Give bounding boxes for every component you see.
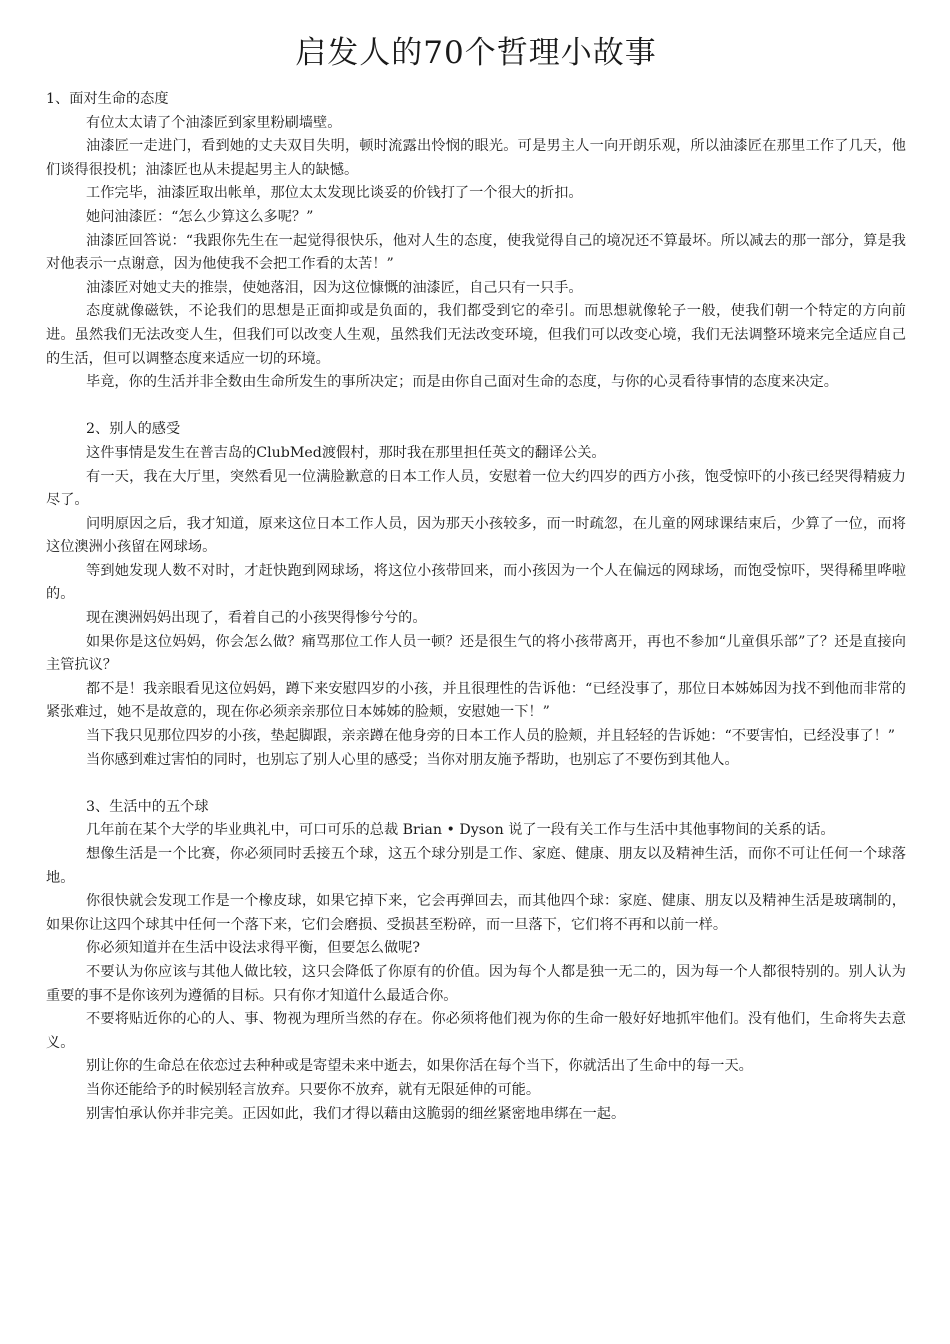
paragraph: 等到她发现人数不对时，才赶快跑到网球场，将这位小孩带回来，而小孩因为一个人在偏远的网球场，而饱受惊吓，哭得稀里哗啦的。 bbox=[46, 562, 906, 603]
paragraph: 毕竟，你的生活并非全数由生命所发生的事所决定；而是由你自己面对生命的态度，与你的心灵看待事情的态度来决定。 bbox=[86, 374, 838, 391]
section-heading: 1、面对生命的态度 bbox=[46, 91, 169, 107]
paragraph: 当你感到难过害怕的同时，也别忘了别人心里的感受；当你对朋友施予帮助，也别忘了不要伤到其他人。 bbox=[86, 751, 739, 768]
paragraph: 不要认为你应该与其他人做比较，这只会降低了你原有的价值。因为每个人都是独一无二的，因为每一个人都很特别的。别人认为重要的事不是你该列为遵循的目标。只有你才知道什么最适合你。 bbox=[46, 963, 906, 1004]
paragraph: 如果你是这位妈妈，你会怎么做？痛骂那位工作人员一顿？还是很生气的将小孩带离开，再也不参加“儿童俱乐部”了？还是直接向主管抗议？ bbox=[46, 633, 906, 674]
section-spacer bbox=[46, 395, 906, 419]
paragraph: 当你还能给予的时候别轻言放弃。只要你不放弃，就有无限延伸的可能。 bbox=[86, 1081, 541, 1098]
document-title: 启发人的70个哲理小故事 bbox=[295, 35, 657, 71]
section-3 bbox=[46, 796, 906, 1126]
paragraph: 有一天，我在大厅里，突然看见一位满脸歉意的日本工作人员，安慰着一位大约四岁的西方小孩，饱受惊吓的小孩已经哭得精疲力尽了。 bbox=[46, 468, 906, 509]
paragraph: 工作完毕，油漆匠取出帐单，那位太太发现比谈妥的价钱打了一个很大的折扣。 bbox=[86, 185, 583, 202]
paragraph: 当下我只见那位四岁的小孩，垫起脚跟，亲亲蹲在他身旁的日本工作人员的脸颊，并且轻轻的告诉她：“不要害怕，已经没事了！” bbox=[86, 728, 896, 745]
section-spacer bbox=[46, 772, 906, 796]
section-heading: 2、别人的感受 bbox=[86, 421, 181, 438]
paragraph: 态度就像磁铁，不论我们的思想是正面抑或是负面的，我们都受到它的牵引。而思想就像轮子一般，使我们朝一个特定的方向前进。虽然我们无法改变人生，但我们可以改变人生观，虽然我们无法改变环境，但我们可以改变心境，我们无法调整环境来完全适应自己的生活，但可以调整态度来适应一切的环境。 bbox=[46, 303, 906, 367]
paragraph: 别让你的生命总在依恋过去种种或是寄望未来中逝去，如果你活在每个当下，你就活出了生命中的每一天。 bbox=[86, 1058, 753, 1075]
paragraph: 几年前在某个大学的毕业典礼中，可口可乐的总裁 Brian • Dyson 说了一段有关工作与生活中其他事物间的关系的话。 bbox=[86, 822, 835, 839]
paragraph: 你必须知道并在生活中设法求得平衡，但要怎么做呢? bbox=[86, 940, 420, 957]
paragraph: 油漆匠回答说：“我跟你先生在一起觉得很快乐，他对人生的态度，使我觉得自己的境况还不算最坏。所以减去的那一部分，算是我对他表示一点谢意，因为他使我不会把工作看的太苦！” bbox=[46, 232, 906, 273]
paragraph: 油漆匠一走进门，看到她的丈夫双目失明，顿时流露出怜悯的眼光。可是男主人一向开朗乐观，所以油漆匠在那里工作了几天，他们谈得很投机；油漆匠也从未提起男主人的缺憾。 bbox=[46, 138, 906, 178]
section-heading: 3、生活中的五个球 bbox=[86, 798, 209, 815]
paragraph: 这件事情是发生在普吉岛的ClubMed渡假村，那时我在那里担任英文的翻译公关。 bbox=[86, 444, 606, 461]
paragraph: 现在澳洲妈妈出现了，看着自己的小孩哭得惨兮兮的。 bbox=[86, 610, 427, 627]
paragraph: 有位太太请了个油漆匠到家里粉刷墙壁。 bbox=[86, 114, 342, 131]
paragraph: 都不是！我亲眼看见这位妈妈，蹲下来安慰四岁的小孩，并且很理性的告诉他：“已经没事了，那位日本姊姊因为找不到他而非常的紧张难过，她不是故意的，现在你必须亲亲那位日本姊姊的脸颊，安慰她一下！” bbox=[46, 680, 906, 721]
paragraph: 你很快就会发现工作是一个橡皮球，如果它掉下来，它会再弹回去，而其他四个球：家庭、健康、朋友以及精神生活是玻璃制的，如果你让这四个球其中任何一个落下来，它们会磨损、受损甚至粉碎，而一旦落下，它们将不再和以前一样。 bbox=[46, 893, 906, 933]
paragraph: 别害怕承认你并非完美。正因如此，我们才得以藉由这脆弱的细丝紧密地串绑在一起。 bbox=[86, 1105, 626, 1122]
paragraph: 她问油漆匠：“怎么少算这么多呢？” bbox=[86, 208, 314, 225]
paragraph: 油漆匠对她丈夫的推崇，使她落泪，因为这位慷慨的油漆匠，自己只有一只手。 bbox=[86, 279, 583, 296]
section-2 bbox=[46, 418, 906, 772]
section-1 bbox=[46, 88, 906, 395]
paragraph: 想像生活是一个比赛，你必须同时丢接五个球，这五个球分别是工作、家庭、健康、朋友以及精神生活，而你不可让任何一个球落地。 bbox=[46, 846, 906, 886]
paragraph: 问明原因之后，我才知道，原来这位日本工作人员，因为那天小孩较多，而一时疏忽，在儿童的网球课结束后，少算了一位，而将这位澳洲小孩留在网球场。 bbox=[46, 515, 906, 556]
paragraph: 不要将贴近你的心的人、事、物视为理所当然的存在。你必须将他们视为你的生命一般好好地抓牢他们。没有他们，生命将失去意义。 bbox=[46, 1011, 906, 1051]
